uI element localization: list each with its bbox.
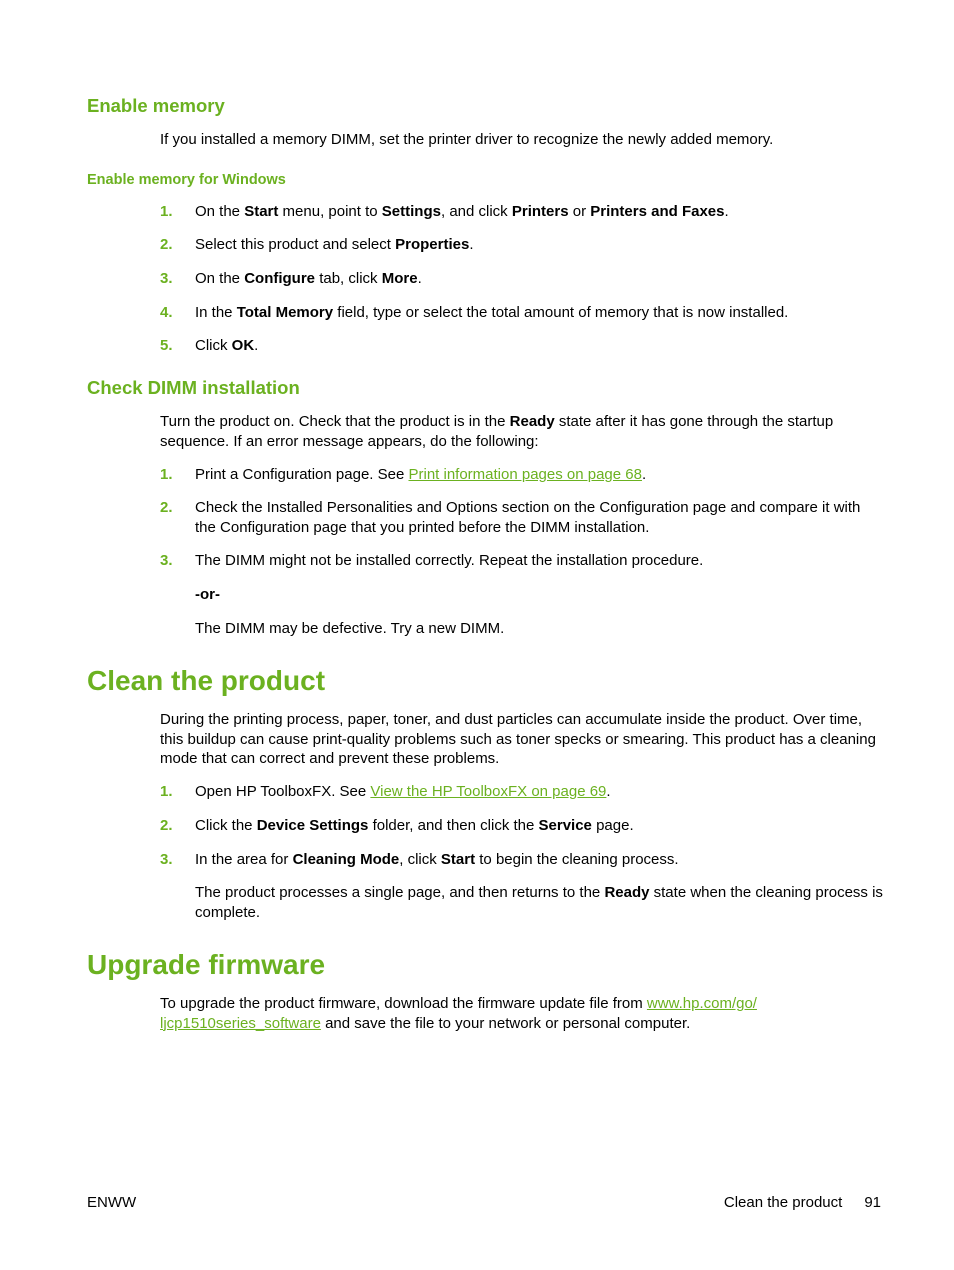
step-text: Open HP ToolboxFX. See View the HP ToolboxFX on page 69. [195, 783, 611, 800]
clean-intro: During the printing process, paper, toner, and dust particles can accumulate inside the product. Over time, this buildup can cause print-quality problems such as toner specks or smearing. This product has a cleaning mode that can correct and prevent these problems. [160, 711, 876, 767]
section-heading-check-dimm: Check DIMM installation [87, 377, 300, 398]
footer-right [724, 1193, 881, 1213]
footer-section: Clean the product [723, 1194, 843, 1211]
step-number: 2. [160, 817, 173, 834]
step-text: On the Configure tab, click More. [195, 270, 422, 287]
step-number: 3. [160, 270, 173, 287]
view-toolboxfx-link[interactable]: View the HP ToolboxFX on page 69 [370, 783, 607, 800]
subheading-enable-memory-windows: Enable memory for Windows [87, 172, 286, 188]
step-text: Print a Configuration page. See Print information pages on page 68. [195, 466, 647, 483]
step-note: The product processes a single page, and then returns to the Ready state when the cleaning process is complete. [195, 884, 883, 921]
step-alternative-text: The DIMM may be defective. Try a new DIMM. [195, 620, 505, 637]
step-number: 3. [160, 851, 173, 868]
check-dimm-intro: Turn the product on. Check that the product is in the Ready state after it has gone through the startup sequence. If an error message appears, do the following: [160, 413, 834, 450]
step-text: On the Start menu, point to Settings, and click Printers or Printers and Faxes. [195, 203, 729, 220]
step-number: 4. [160, 304, 173, 321]
step-number: 1. [160, 783, 173, 800]
step-text: Click the Device Settings folder, and then click the Service page. [195, 817, 634, 834]
step-text: In the area for Cleaning Mode, click Start to begin the cleaning process. [195, 851, 679, 868]
step-number: 1. [160, 466, 173, 483]
page-number: 91 [864, 1194, 881, 1211]
firmware-paragraph: To upgrade the product firmware, download the firmware update file from www.hp.com/go/ ljcp1510series_software and save the file to your network or personal computer. [160, 995, 757, 1032]
section-title-upgrade-firmware: Upgrade firmware [87, 949, 326, 980]
section-title-clean-product: Clean the product [87, 665, 326, 696]
step-number: 2. [160, 236, 173, 253]
step-text: Click OK. [195, 337, 259, 354]
enable-memory-intro: If you installed a memory DIMM, set the printer driver to recognize the newly added memory. [160, 131, 774, 148]
step-text: Check the Installed Personalities and Options section on the Configuration page and compare it with the Configuration page that you printed before the DIMM installation. [195, 499, 861, 536]
step-text: Select this product and select Properties. [195, 236, 474, 253]
step-number: 1. [160, 203, 173, 220]
print-info-pages-link[interactable]: Print information pages on page 68 [408, 466, 642, 483]
step-number: 2. [160, 499, 173, 516]
or-separator: -or- [195, 586, 220, 603]
step-text: In the Total Memory field, type or select the total amount of memory that is now installed. [195, 304, 789, 321]
step-text: The DIMM might not be installed correctly. Repeat the installation procedure. [195, 552, 704, 569]
footer-left: ENWW [87, 1194, 137, 1211]
step-number: 3. [160, 552, 173, 569]
firmware-download-link[interactable]: www.hp.com/go/ ljcp1510series_software [160, 995, 757, 1032]
step-number: 5. [160, 337, 173, 354]
section-heading-enable-memory: Enable memory [87, 95, 225, 116]
